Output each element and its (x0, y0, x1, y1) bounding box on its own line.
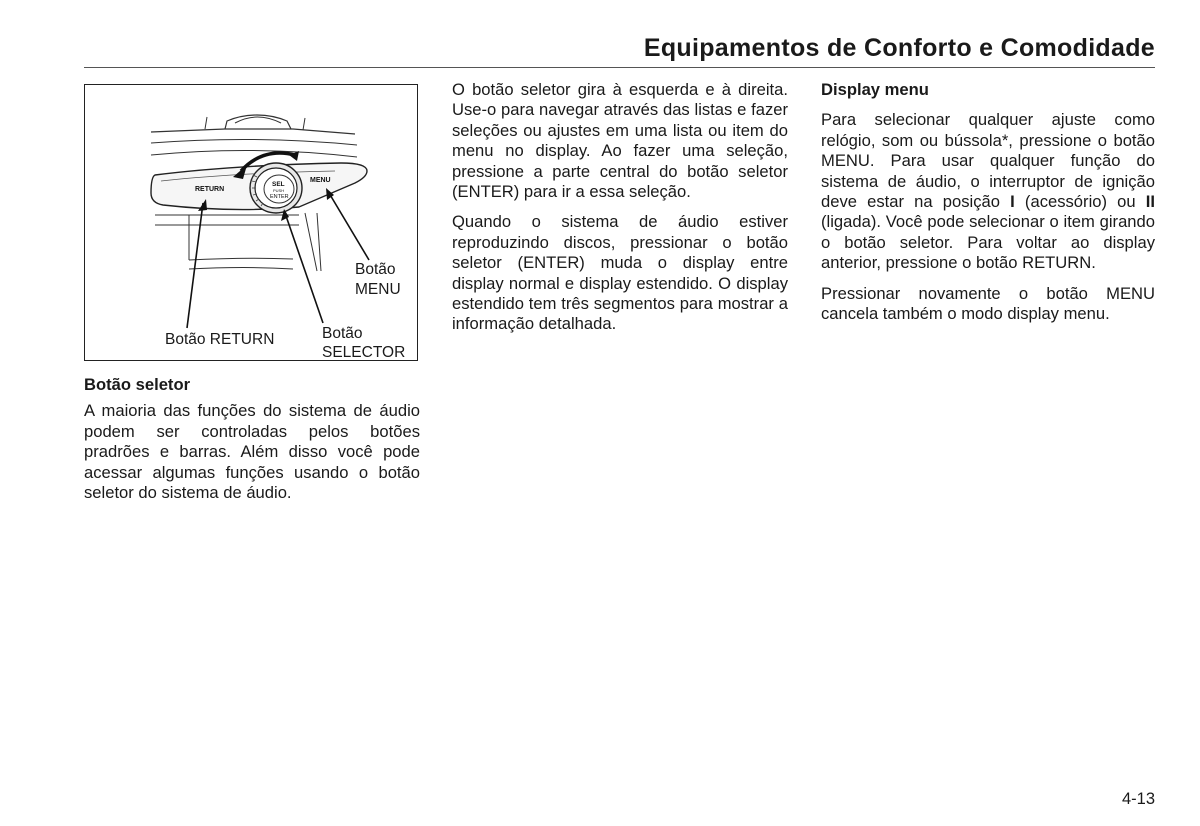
label-return-button: Botão RETURN (165, 331, 275, 348)
section-heading-display-menu: Display menu (821, 80, 929, 99)
display-menu-paragraph (821, 110, 1155, 273)
label-menu-button-line1: Botão (355, 261, 396, 278)
knob-text-push: PUSH (273, 188, 285, 193)
label-selector-button-line2: SELECTOR (322, 344, 406, 361)
ignition-position-accessory: I (1010, 192, 1015, 212)
selector-knob-illustration (85, 85, 418, 361)
page-header-title: Equipamentos de Conforto e Comodidade (643, 34, 1155, 62)
column-left (84, 80, 420, 503)
cancel-menu-paragraph: Pressionar novamente o botão MENU cancela também o modo display menu. (821, 283, 1155, 324)
label-selector-button-line1: Botão (322, 325, 363, 342)
section-heading-selector: Botão seletor (84, 375, 191, 394)
label-menu-button-line2: MENU (355, 281, 401, 298)
column-right (821, 80, 1155, 324)
display-menu-text-part1: Para selecionar qualquer ajuste como relógio, som ou bússola*, pressione o botão MENU. Para usar qualquer função do sistema de áudio, o interruptor de ignição deve estar na posição (821, 110, 1155, 212)
column-middle (452, 80, 788, 335)
display-menu-text-part2: (acessório) ou (1014, 192, 1146, 212)
knob-text-enter: ENTER (270, 194, 289, 200)
audio-selector-figure (84, 84, 418, 361)
header-divider (84, 67, 1155, 68)
return-button-text: RETURN (195, 186, 225, 193)
ignition-position-on: II (1145, 192, 1156, 212)
display-toggle-paragraph: Quando o sistema de áudio estiver reproduzindo discos, pressionar o botão seletor (ENTER) muda o display entre display normal e display estendido. O display estendido tem três segmentos para mostrar a informação detalhada. (452, 212, 788, 334)
selector-intro-paragraph: A maioria das funções do sistema de áudio podem ser controladas pelos botões pradrões e barras. Além disso você pode acessar algumas funções usando o botão seletor do sistema de áudio. (84, 401, 420, 503)
display-menu-text-part3: (ligada). Você pode selecionar o item girando o botão seletor. Para voltar ao display anterior, pressione o botão RETURN. (821, 212, 1155, 273)
knob-text-sel: SEL (272, 181, 285, 188)
selector-usage-paragraph: O botão seletor gira à esquerda e à direita. Use-o para navegar através das listas e fazer seleções ou ajustes em uma lista ou item do menu no display. Ao fazer uma seleção, pressione a parte central do botão seletor (ENTER) para ir a essa seleção. (452, 80, 788, 202)
menu-button-text: MENU (310, 177, 331, 184)
page-number: 4-13 (1121, 790, 1155, 808)
